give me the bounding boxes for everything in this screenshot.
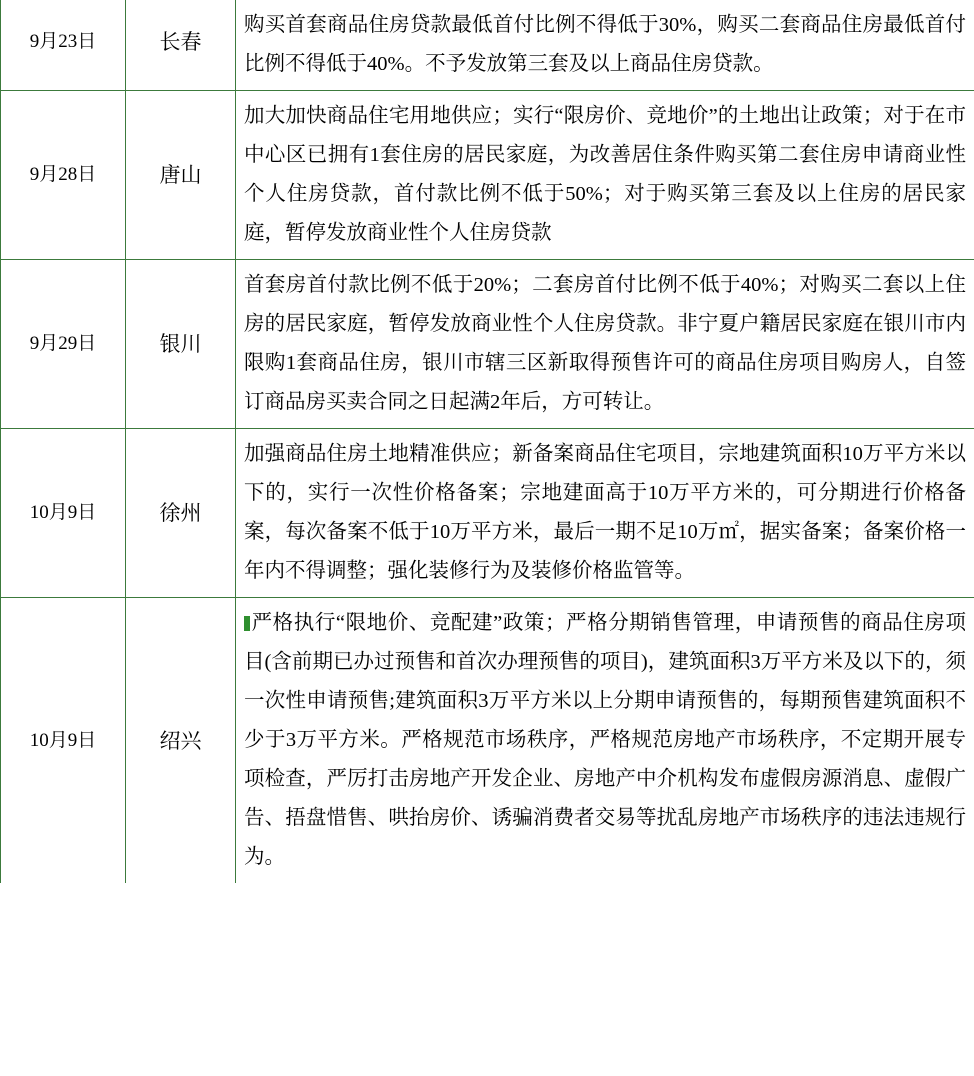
table-row (1, 260, 974, 429)
table-row (1, 91, 974, 260)
cell-date: 9月28日 (1, 91, 126, 260)
policy-content-span: 严格执行“限地价、竞配建”政策；严格分期销售管理，申请预售的商品住房项目(含前期已办过预售和首次办理预售的项目)，建筑面积3万平方米及以下的，须一次性申请预售;建筑面积3万平方米以上分期申请预售的，每期预售建筑面积不少于3万平方米。严格规范市场秩序，严格规范房地产市场秩序，不定期开展专项检查，严厉打击房地产开发企业、房地产中介机构发布虚假房源消息、虚假广告、捂盘惜售、哄抬房价、诱骗消费者交易等扰乱房地产市场秩序的违法违规行为。 (244, 612, 966, 868)
table-row (1, 0, 974, 91)
cell-content (236, 260, 974, 429)
table-body (1, 0, 974, 883)
policy-content-text (236, 598, 974, 883)
cell-city: 绍兴 (126, 598, 236, 884)
cell-date: 10月9日 (1, 429, 126, 598)
cell-date: 10月9日 (1, 598, 126, 884)
cell-city: 长春 (126, 0, 236, 91)
green-marker-icon (244, 616, 250, 631)
policy-content-text: 购买首套商品住房贷款最低首付比例不得低于30%，购买二套商品住房最低首付比例不得低于40%。不予发放第三套及以上商品住房贷款。 (244, 14, 966, 75)
table-row (1, 598, 974, 884)
cell-city: 银川 (126, 260, 236, 429)
cell-content (236, 91, 974, 260)
cell-date: 9月23日 (1, 0, 126, 91)
policy-content-text: 加强商品住房土地精准供应；新备案商品住宅项目，宗地建筑面积10万平方米以下的，实行一次性价格备案；宗地建面高于10万平方米的，可分期进行价格备案，每次备案不低于10万平方米，最后一期不足10万㎡，据实备案；备案价格一年内不得调整；强化装修行为及装修价格监管等。 (244, 443, 966, 582)
cell-city: 唐山 (126, 91, 236, 260)
cell-content (236, 0, 974, 91)
policy-content-text: 加大加快商品住宅用地供应；实行“限房价、竞地价”的土地出让政策；对于在市中心区已拥有1套住房的居民家庭，为改善居住条件购买第二套住房申请商业性个人住房贷款，首付款比例不低于50%；对于购买第三套及以上住房的居民家庭，暂停发放商业性个人住房贷款 (244, 105, 966, 244)
policy-content-text: 首套房首付款比例不低于20%；二套房首付比例不低于40%；对购买二套以上住房的居民家庭，暂停发放商业性个人住房贷款。非宁夏户籍居民家庭在银川市内限购1套商品住房，银川市辖三区新取得预售许可的商品住房项目购房人，自签订商品房买卖合同之日起满2年后，方可转让。 (244, 274, 966, 413)
cell-content (236, 429, 974, 598)
cell-date: 9月29日 (1, 260, 126, 429)
cell-content (236, 598, 974, 884)
table-row (1, 429, 974, 598)
cell-city: 徐州 (126, 429, 236, 598)
